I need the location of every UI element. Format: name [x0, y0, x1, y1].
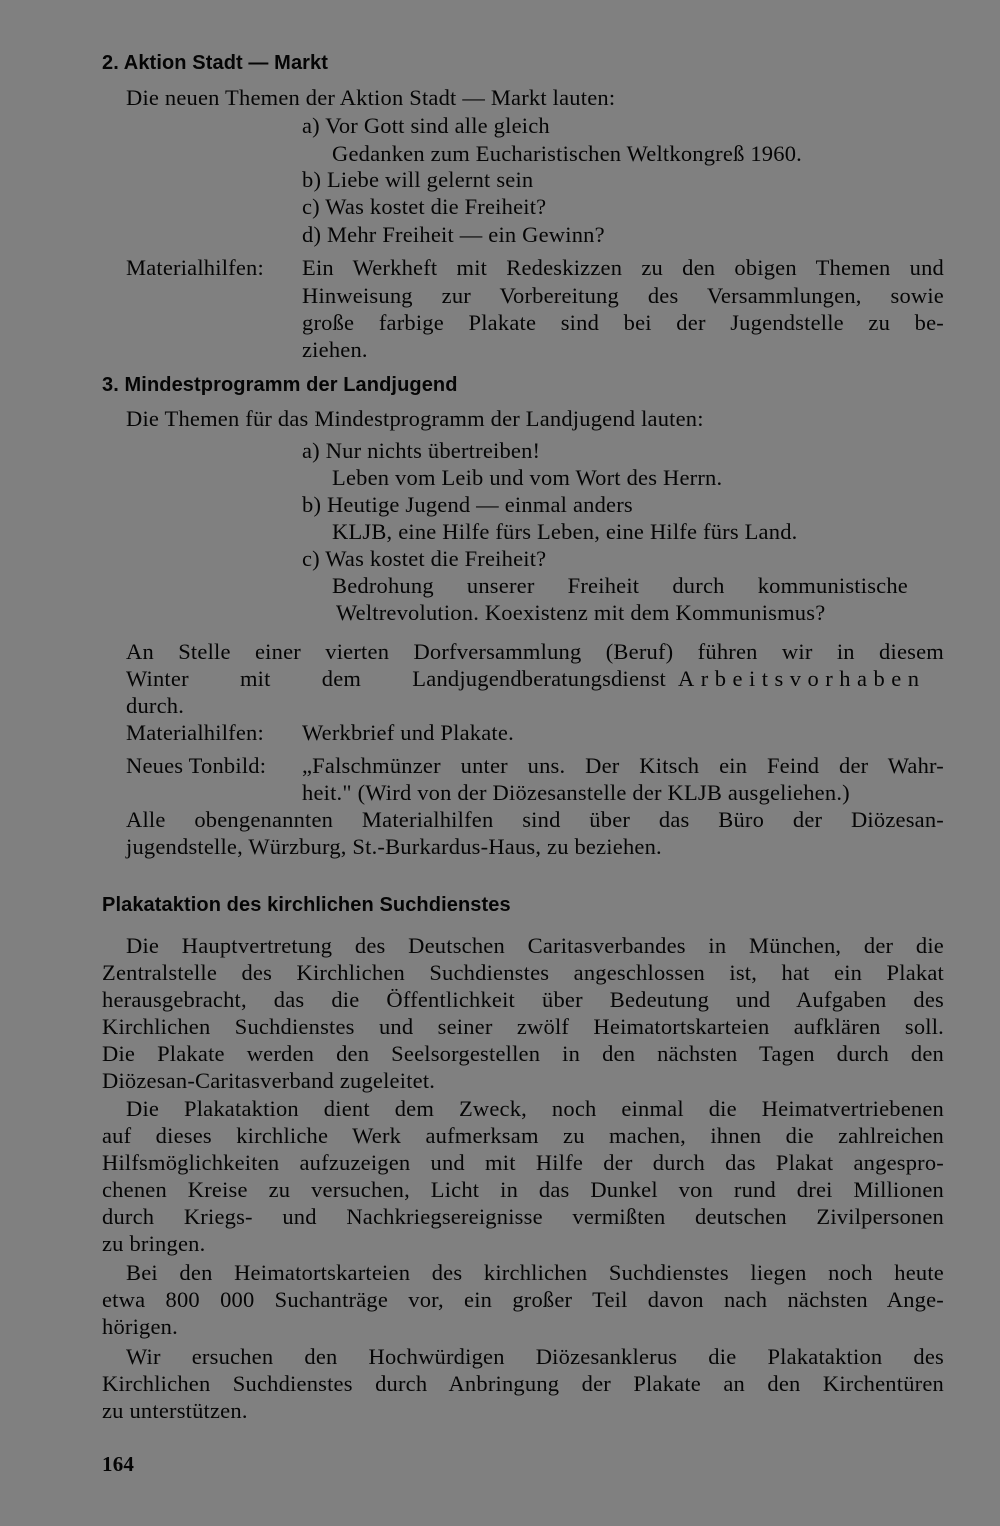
paragraph-line: Alle obengenannten Materialhilfen sind über das Büro der Diözesan- [126, 807, 944, 832]
paragraph-line: hörigen. [102, 1314, 178, 1339]
section-intro: Die neuen Themen der Aktion Stadt — Markt lauten: [126, 85, 616, 110]
paragraph-line: An Stelle einer vierten Dorfversammlung (Beruf) führen wir in diesem [126, 639, 944, 664]
list-item: a) Vor Gott sind alle gleich [302, 113, 550, 138]
paragraph-line: Winter mit dem Landjugendberatungsdienst [126, 666, 666, 691]
list-item-subline: KLJB, eine Hilfe fürs Leben, eine Hilfe fürs Land. [332, 519, 798, 544]
emphasized-word: Arbeitsvorhaben [678, 666, 926, 691]
paragraph-line: jugendstelle, Würzburg, St.-Burkardus-Haus, zu beziehen. [126, 834, 662, 859]
paragraph-line: Die Plakate werden den Seelsorgestellen in den nächsten Tagen durch den [102, 1041, 944, 1066]
section-intro: Die Themen für das Mindestprogramm der Landjugend lauten: [126, 406, 704, 431]
paragraph-line: Kirchlichen Suchdienstes durch Anbringung der Plakate an den Kirchentüren [102, 1371, 944, 1396]
list-item: c) Was kostet die Freiheit? [302, 546, 547, 571]
paragraph-line: durch Kriegs- und Nachkriegsereignisse vermißten deutschen Zivilpersonen [102, 1204, 944, 1229]
paragraph-line: Die Hauptvertretung des Deutschen Caritasverbandes in München, der die [126, 933, 944, 958]
paragraph-line: zu unterstützen. [102, 1398, 248, 1423]
materials-text-line: große farbige Plakate sind bei der Jugendstelle zu be- [302, 310, 944, 335]
tonbild-text-line: heit." (Wird von der Diözesanstelle der KLJB ausgeliehen.) [302, 780, 850, 805]
materials-text-line: Ein Werkheft mit Redeskizzen zu den obigen Themen und [302, 255, 944, 280]
list-item: d) Mehr Freiheit — ein Gewinn? [302, 222, 605, 247]
list-item-subline: Bedrohung unserer Freiheit durch kommunistische [332, 573, 908, 598]
materials-value: Werkbrief und Plakate. [302, 720, 514, 745]
materials-label: Materialhilfen: [126, 720, 264, 745]
paragraph-line: durch. [126, 693, 185, 718]
paragraph-line: Kirchlichen Suchdienstes und seiner zwölf Heimatortskarteien aufklären soll. [102, 1014, 944, 1039]
materials-text-line: Hinweisung zur Vorbereitung des Versammlungen, sowie [302, 283, 944, 308]
materials-text-line: ziehen. [302, 337, 368, 362]
list-item-subline: Weltrevolution. Koexistenz mit dem Kommunismus? [336, 600, 826, 625]
paragraph-line: Hilfsmöglichkeiten aufzuzeigen und mit Hilfe der durch das Plakat angespro- [102, 1150, 944, 1175]
paragraph-line: herausgebracht, das die Öffentlichkeit über Bedeutung und Aufgaben des [102, 987, 944, 1012]
page-number: 164 [102, 1452, 135, 1476]
list-item: a) Nur nichts übertreiben! [302, 438, 541, 463]
section-heading-plakataktion: Plakataktion des kirchlichen Suchdienstes [102, 894, 511, 916]
paragraph-line: etwa 800 000 Suchanträge vor, ein großer Teil davon nach nächsten Ange- [102, 1287, 944, 1312]
materials-label: Materialhilfen: [126, 255, 264, 280]
paragraph-line: Diözesan-Caritasverband zugeleitet. [102, 1068, 436, 1093]
tonbild-label: Neues Tonbild: [126, 753, 267, 778]
paragraph-line: Bei den Heimatortskarteien des kirchlichen Suchdienstes liegen noch heute [126, 1260, 944, 1285]
section-heading-mindestprogramm: 3. Mindestprogramm der Landjugend [102, 374, 458, 396]
paragraph-line: chenen Kreise zu versuchen, Licht in das Dunkel von rund drei Millionen [102, 1177, 944, 1202]
paragraph-line: Zentralstelle des Kirchlichen Suchdienstes angeschlossen ist, hat ein Plakat [102, 960, 944, 985]
paragraph-line: Die Plakataktion dient dem Zweck, noch einmal die Heimatvertriebenen [126, 1096, 944, 1121]
list-item-subline: Gedanken zum Eucharistischen Weltkongreß 1960. [332, 141, 802, 166]
tonbild-text-line: „Falschmünzer unter uns. Der Kitsch ein Feind der Wahr- [302, 753, 944, 778]
paragraph-line: zu bringen. [102, 1231, 206, 1256]
section-heading-aktion-stadt: 2. Aktion Stadt — Markt [102, 52, 329, 74]
list-item-subline: Leben vom Leib und vom Wort des Herrn. [332, 465, 723, 490]
list-item: b) Heutige Jugend — einmal anders [302, 492, 633, 517]
paragraph-line: Wir ersuchen den Hochwürdigen Diözesanklerus die Plakataktion des [126, 1344, 944, 1369]
list-item: b) Liebe will gelernt sein [302, 167, 534, 192]
paragraph-line: auf dieses kirchliche Werk aufmerksam zu machen, ihnen die zahlreichen [102, 1123, 944, 1148]
list-item: c) Was kostet die Freiheit? [302, 194, 547, 219]
